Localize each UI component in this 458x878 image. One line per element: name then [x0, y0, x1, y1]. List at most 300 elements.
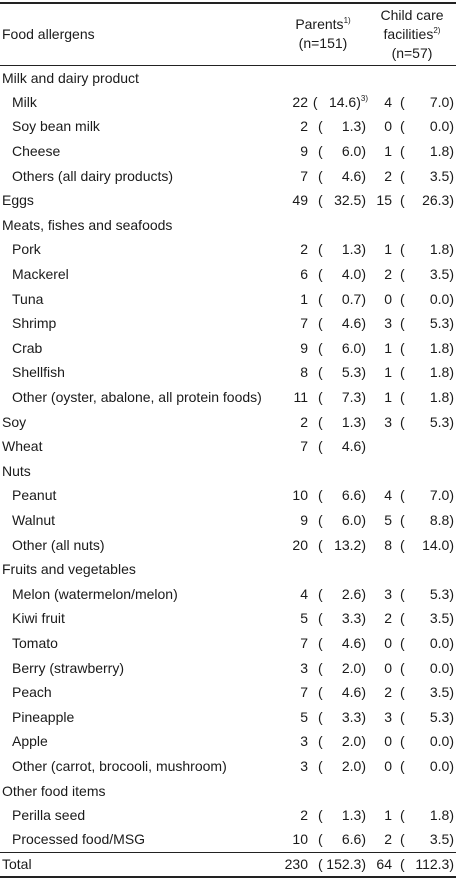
fac-percent-cell	[392, 188, 456, 213]
open-paren: (	[400, 536, 405, 553]
table-row	[0, 680, 456, 705]
open-paren: (	[318, 610, 323, 627]
parents-count: 49	[292, 192, 308, 209]
open-paren: (	[318, 487, 323, 504]
parents-count-cell	[278, 508, 308, 533]
allergen-label: Other (all nuts)	[12, 536, 105, 553]
open-paren: (	[400, 167, 405, 184]
open-paren: (	[400, 807, 405, 824]
parents-count: 10	[292, 487, 308, 504]
facilities-count-cell	[368, 360, 392, 385]
facilities-count-cell	[368, 680, 392, 705]
allergen-name	[0, 139, 278, 164]
open-paren: (	[318, 167, 323, 184]
facilities-count-cell	[368, 336, 392, 361]
allergen-label: Nuts	[2, 462, 31, 479]
allergen-label: Shellfish	[12, 364, 65, 381]
parents-percent-cell	[308, 65, 368, 90]
percent-footnote: 3)	[360, 93, 368, 103]
facilities-count-cell	[368, 852, 392, 877]
allergen-label: Peach	[12, 684, 52, 701]
parents-percent-cell	[308, 213, 368, 238]
allergen-name	[0, 336, 278, 361]
fac-percent: 1.8)	[429, 241, 454, 258]
open-paren: (	[318, 290, 323, 307]
parents-count: 9	[300, 511, 308, 528]
parents-count-cell	[278, 754, 308, 779]
parents-percent-cell	[308, 606, 368, 631]
fac-percent-cell	[392, 385, 456, 410]
allergen-name	[0, 385, 278, 410]
header-facilities-footnote: 2)	[433, 25, 441, 35]
allergen-name	[0, 311, 278, 336]
allergen-name	[0, 631, 278, 656]
allergen-name	[0, 803, 278, 828]
category-row	[0, 188, 456, 213]
open-paren: (	[312, 93, 318, 110]
open-paren: (	[400, 659, 405, 676]
parents-count-cell	[278, 459, 308, 484]
facilities-count: 2	[384, 684, 392, 701]
parents-percent-cell	[308, 581, 368, 606]
parents-count: 5	[300, 610, 308, 627]
category-row	[0, 213, 456, 238]
table-row	[0, 385, 456, 410]
parents-count-cell	[278, 311, 308, 336]
open-paren: (	[318, 266, 323, 283]
parents-count: 8	[300, 364, 308, 381]
fac-percent-cell	[392, 557, 456, 582]
table-body	[0, 65, 456, 877]
facilities-count-cell	[368, 803, 392, 828]
parents-percent-cell	[308, 385, 368, 410]
category-row	[0, 459, 456, 484]
open-paren: (	[400, 487, 405, 504]
allergen-label: Total	[2, 856, 32, 873]
allergen-name	[0, 532, 278, 557]
parents-count: 2	[300, 241, 308, 258]
table-row	[0, 311, 456, 336]
open-paren: (	[400, 511, 405, 528]
parents-percent-cell	[308, 680, 368, 705]
parents-percent: 6.0)	[341, 143, 366, 160]
open-paren: (	[400, 733, 405, 750]
allergen-label: Mackerel	[12, 266, 69, 283]
parents-percent-cell	[308, 336, 368, 361]
parents-percent: 3.3)	[341, 708, 366, 725]
allergen-label: Wheat	[2, 438, 43, 455]
open-paren: (	[318, 708, 323, 725]
facilities-count: 3	[384, 708, 392, 725]
parents-percent-cell	[308, 434, 368, 459]
fac-percent: 3.5)	[429, 266, 454, 283]
parents-count: 7	[300, 167, 308, 184]
allergen-label: Perilla seed	[12, 807, 86, 824]
table-row	[0, 508, 456, 533]
allergen-label: Other food items	[2, 782, 106, 799]
parents-percent: 1.3)	[341, 118, 366, 135]
parents-count-cell	[278, 729, 308, 754]
allergen-label: Soy bean milk	[12, 118, 100, 135]
open-paren: (	[400, 339, 405, 356]
parents-count: 7	[300, 438, 308, 455]
facilities-count: 0	[384, 290, 392, 307]
open-paren: (	[318, 413, 323, 430]
parents-percent-cell	[308, 655, 368, 680]
allergen-label: Meats, fishes and seafoods	[2, 216, 173, 233]
facilities-count-cell	[368, 262, 392, 287]
open-paren: (	[318, 315, 323, 332]
fac-percent: 1.8)	[429, 364, 454, 381]
table-row	[0, 655, 456, 680]
allergen-name	[0, 483, 278, 508]
parents-percent: 152.3)	[326, 856, 366, 873]
parents-count-cell	[278, 852, 308, 877]
parents-count: 7	[300, 634, 308, 651]
allergen-name	[0, 163, 278, 188]
open-paren: (	[400, 389, 405, 406]
facilities-count: 4	[384, 487, 392, 504]
parents-count: 2	[300, 413, 308, 430]
parents-count: 2	[300, 807, 308, 824]
header-parents-label: Parents	[295, 16, 344, 33]
parents-percent: 0.7)	[341, 290, 366, 307]
facilities-count-cell	[368, 754, 392, 779]
allergen-label: Berry (strawberry)	[12, 659, 125, 676]
parents-count: 3	[300, 757, 308, 774]
facilities-count: 2	[384, 266, 392, 283]
allergen-name	[0, 90, 278, 115]
parents-percent: 7.3)	[341, 389, 366, 406]
open-paren: (	[400, 143, 405, 160]
parents-count-cell	[278, 606, 308, 631]
allergen-name	[0, 778, 278, 803]
facilities-count-cell	[368, 213, 392, 238]
fac-percent-cell	[392, 311, 456, 336]
parents-count: 11	[293, 389, 308, 406]
facilities-count-cell	[368, 581, 392, 606]
facilities-count: 3	[384, 585, 392, 602]
facilities-count-cell	[368, 188, 392, 213]
facilities-count: 1	[384, 807, 392, 824]
facilities-count-cell	[368, 729, 392, 754]
fac-percent-cell	[392, 508, 456, 533]
fac-percent: 8.8)	[429, 511, 454, 528]
header-food-allergens-label: Food allergens	[2, 25, 95, 42]
total-row	[0, 852, 456, 877]
parents-count-cell	[278, 680, 308, 705]
fac-percent: 0.0)	[429, 290, 454, 307]
parents-percent-cell	[308, 286, 368, 311]
parents-count: 2	[300, 118, 308, 135]
parents-percent: 6.0)	[341, 339, 366, 356]
fac-percent: 5.3)	[429, 708, 454, 725]
allergen-label: Fruits and vegetables	[2, 561, 136, 578]
parents-percent-cell	[308, 557, 368, 582]
table-row	[0, 606, 456, 631]
header-facilities-n: (n=57)	[391, 44, 433, 61]
fac-percent-cell	[392, 803, 456, 828]
fac-percent-cell	[392, 409, 456, 434]
category-row	[0, 65, 456, 90]
table-row	[0, 90, 456, 115]
table-row	[0, 803, 456, 828]
parents-percent-cell	[308, 778, 368, 803]
fac-percent-cell	[392, 631, 456, 656]
fac-percent: 3.5)	[429, 167, 454, 184]
table-row	[0, 139, 456, 164]
parents-percent-cell	[308, 754, 368, 779]
allergen-label: Milk	[12, 93, 37, 110]
fac-percent-cell	[392, 827, 456, 852]
fac-percent-cell	[392, 581, 456, 606]
parents-count-cell	[278, 188, 308, 213]
fac-percent: 1.8)	[429, 807, 454, 824]
parents-percent: 2.0)	[341, 733, 366, 750]
parents-percent: 3.3)	[341, 610, 366, 627]
table-row	[0, 483, 456, 508]
allergen-name	[0, 459, 278, 484]
fac-percent-cell	[392, 778, 456, 803]
parents-count-cell	[278, 557, 308, 582]
allergen-label: Milk and dairy product	[2, 69, 139, 86]
open-paren: (	[318, 856, 323, 873]
table-row	[0, 336, 456, 361]
parents-count: 5	[300, 708, 308, 725]
facilities-count: 1	[384, 389, 392, 406]
facilities-count-cell	[368, 557, 392, 582]
facilities-count-cell	[368, 163, 392, 188]
facilities-count: 1	[384, 241, 392, 258]
parents-percent: 2.0)	[341, 659, 366, 676]
allergen-name	[0, 188, 278, 213]
allergen-label: Eggs	[2, 192, 34, 209]
allergen-name	[0, 655, 278, 680]
facilities-count-cell	[368, 532, 392, 557]
allergen-name	[0, 114, 278, 139]
open-paren: (	[318, 389, 323, 406]
header-child-care-facilities	[368, 3, 456, 65]
table-row	[0, 827, 456, 852]
open-paren: (	[400, 585, 405, 602]
allergen-name	[0, 852, 278, 877]
open-paren: (	[318, 659, 323, 676]
fac-percent: 26.3)	[422, 192, 454, 209]
header-parents-footnote: 1)	[343, 16, 351, 26]
facilities-count-cell	[368, 655, 392, 680]
table-row	[0, 114, 456, 139]
open-paren: (	[318, 831, 323, 848]
parents-count-cell	[278, 778, 308, 803]
open-paren: (	[400, 192, 405, 209]
parents-count-cell	[278, 237, 308, 262]
open-paren: (	[400, 315, 405, 332]
open-paren: (	[318, 684, 323, 701]
allergen-label: Kiwi fruit	[12, 610, 65, 627]
parents-percent-cell	[308, 483, 368, 508]
fac-percent: 7.0)	[429, 487, 454, 504]
allergen-label: Walnut	[12, 511, 56, 528]
facilities-count-cell	[368, 90, 392, 115]
fac-percent-cell	[392, 704, 456, 729]
allergen-label: Tomato	[12, 634, 58, 651]
facilities-count: 0	[384, 118, 392, 135]
parents-percent-cell	[308, 237, 368, 262]
fac-percent: 14.0)	[422, 536, 454, 553]
header-food-allergens	[0, 3, 278, 65]
facilities-count-cell	[368, 237, 392, 262]
fac-percent-cell	[392, 532, 456, 557]
facilities-count-cell	[368, 631, 392, 656]
parents-percent-cell	[308, 729, 368, 754]
parents-percent: 4.6)	[341, 634, 366, 651]
fac-percent: 112.3)	[415, 856, 454, 873]
open-paren: (	[400, 241, 405, 258]
header-facilities-label-line2: facilities	[383, 25, 434, 42]
open-paren: (	[318, 585, 323, 602]
fac-percent: 3.5)	[429, 684, 454, 701]
parents-percent-cell	[308, 409, 368, 434]
allergen-name	[0, 827, 278, 852]
parents-percent-cell	[308, 311, 368, 336]
facilities-count: 5	[384, 511, 392, 528]
parents-percent: 1.3)	[341, 241, 366, 258]
allergen-label: Apple	[12, 733, 48, 750]
facilities-count: 8	[384, 536, 392, 553]
parents-count: 3	[300, 659, 308, 676]
facilities-count-cell	[368, 508, 392, 533]
table-row	[0, 237, 456, 262]
fac-percent-cell	[392, 262, 456, 287]
parents-percent: 4.6)	[341, 167, 366, 184]
allergen-label: Cheese	[12, 143, 61, 160]
fac-percent-cell	[392, 434, 456, 459]
allergen-name	[0, 213, 278, 238]
open-paren: (	[318, 364, 323, 381]
open-paren: (	[318, 241, 323, 258]
facilities-count-cell	[368, 139, 392, 164]
parents-percent: 5.3)	[341, 364, 366, 381]
fac-percent-cell	[392, 655, 456, 680]
fac-percent: 5.3)	[429, 585, 454, 602]
allergen-label: Melon (watermelon/melon)	[12, 585, 178, 602]
table-row	[0, 532, 456, 557]
allergen-name	[0, 606, 278, 631]
parents-count-cell	[278, 434, 308, 459]
parents-count-cell	[278, 409, 308, 434]
fac-percent-cell	[392, 163, 456, 188]
parents-percent: 6.0)	[341, 511, 366, 528]
parents-count-cell	[278, 581, 308, 606]
table-row	[0, 581, 456, 606]
open-paren: (	[400, 118, 405, 135]
allergen-name	[0, 409, 278, 434]
parents-count-cell	[278, 286, 308, 311]
allergen-label: Processed food/MSG	[12, 831, 146, 848]
parents-percent: 6.6)	[341, 487, 366, 504]
fac-percent: 0.0)	[429, 118, 454, 135]
fac-percent-cell	[392, 852, 456, 877]
parents-count: 4	[300, 585, 308, 602]
parents-count-cell	[278, 827, 308, 852]
table-row	[0, 704, 456, 729]
allergen-name	[0, 286, 278, 311]
facilities-count-cell	[368, 704, 392, 729]
facilities-count-cell	[368, 311, 392, 336]
table-row	[0, 631, 456, 656]
facilities-count: 1	[384, 364, 392, 381]
open-paren: (	[318, 438, 323, 455]
allergen-name	[0, 581, 278, 606]
allergen-label: Peanut	[12, 487, 57, 504]
open-paren: (	[400, 364, 405, 381]
parents-percent: 4.6)	[341, 315, 366, 332]
fac-percent-cell	[392, 459, 456, 484]
parents-percent-cell	[308, 508, 368, 533]
parents-count: 6	[300, 266, 308, 283]
fac-percent: 1.8)	[429, 389, 454, 406]
parents-count-cell	[278, 114, 308, 139]
header-parents	[278, 3, 368, 65]
fac-percent-cell	[392, 65, 456, 90]
parents-count-cell	[278, 65, 308, 90]
parents-percent-cell	[308, 360, 368, 385]
parents-percent: 1.3)	[341, 807, 366, 824]
fac-percent-cell	[392, 483, 456, 508]
facilities-count-cell	[368, 286, 392, 311]
food-allergens-table	[0, 2, 456, 878]
allergen-name	[0, 729, 278, 754]
allergen-label: Other (oyster, abalone, all protein foods)	[12, 389, 262, 406]
facilities-count: 4	[384, 93, 392, 110]
open-paren: (	[318, 143, 323, 160]
fac-percent: 0.0)	[429, 659, 454, 676]
allergen-name	[0, 704, 278, 729]
parents-count: 230	[284, 856, 308, 873]
parents-percent-cell	[308, 704, 368, 729]
table-row	[0, 262, 456, 287]
fac-percent: 1.8)	[429, 143, 454, 160]
parents-count: 9	[300, 339, 308, 356]
parents-count: 3	[300, 733, 308, 750]
facilities-count: 3	[384, 315, 392, 332]
open-paren: (	[400, 413, 405, 430]
table-row	[0, 360, 456, 385]
fac-percent: 3.5)	[429, 610, 454, 627]
fac-percent: 5.3)	[429, 413, 454, 430]
fac-percent: 0.0)	[429, 634, 454, 651]
facilities-count-cell	[368, 459, 392, 484]
facilities-count: 2	[384, 610, 392, 627]
open-paren: (	[318, 536, 323, 553]
parents-count: 9	[300, 143, 308, 160]
fac-percent: 3.5)	[429, 831, 454, 848]
parents-count-cell	[278, 704, 308, 729]
allergen-name	[0, 65, 278, 90]
allergen-label: Soy	[2, 413, 27, 430]
parents-count-cell	[278, 139, 308, 164]
allergen-name	[0, 508, 278, 533]
parents-percent-cell	[308, 139, 368, 164]
parents-percent-cell	[308, 188, 368, 213]
open-paren: (	[318, 634, 323, 651]
allergen-name	[0, 557, 278, 582]
open-paren: (	[318, 511, 323, 528]
facilities-count-cell	[368, 385, 392, 410]
parents-percent: 4.6)	[341, 438, 366, 455]
fac-percent-cell	[392, 606, 456, 631]
fac-percent: 7.0)	[429, 93, 454, 110]
